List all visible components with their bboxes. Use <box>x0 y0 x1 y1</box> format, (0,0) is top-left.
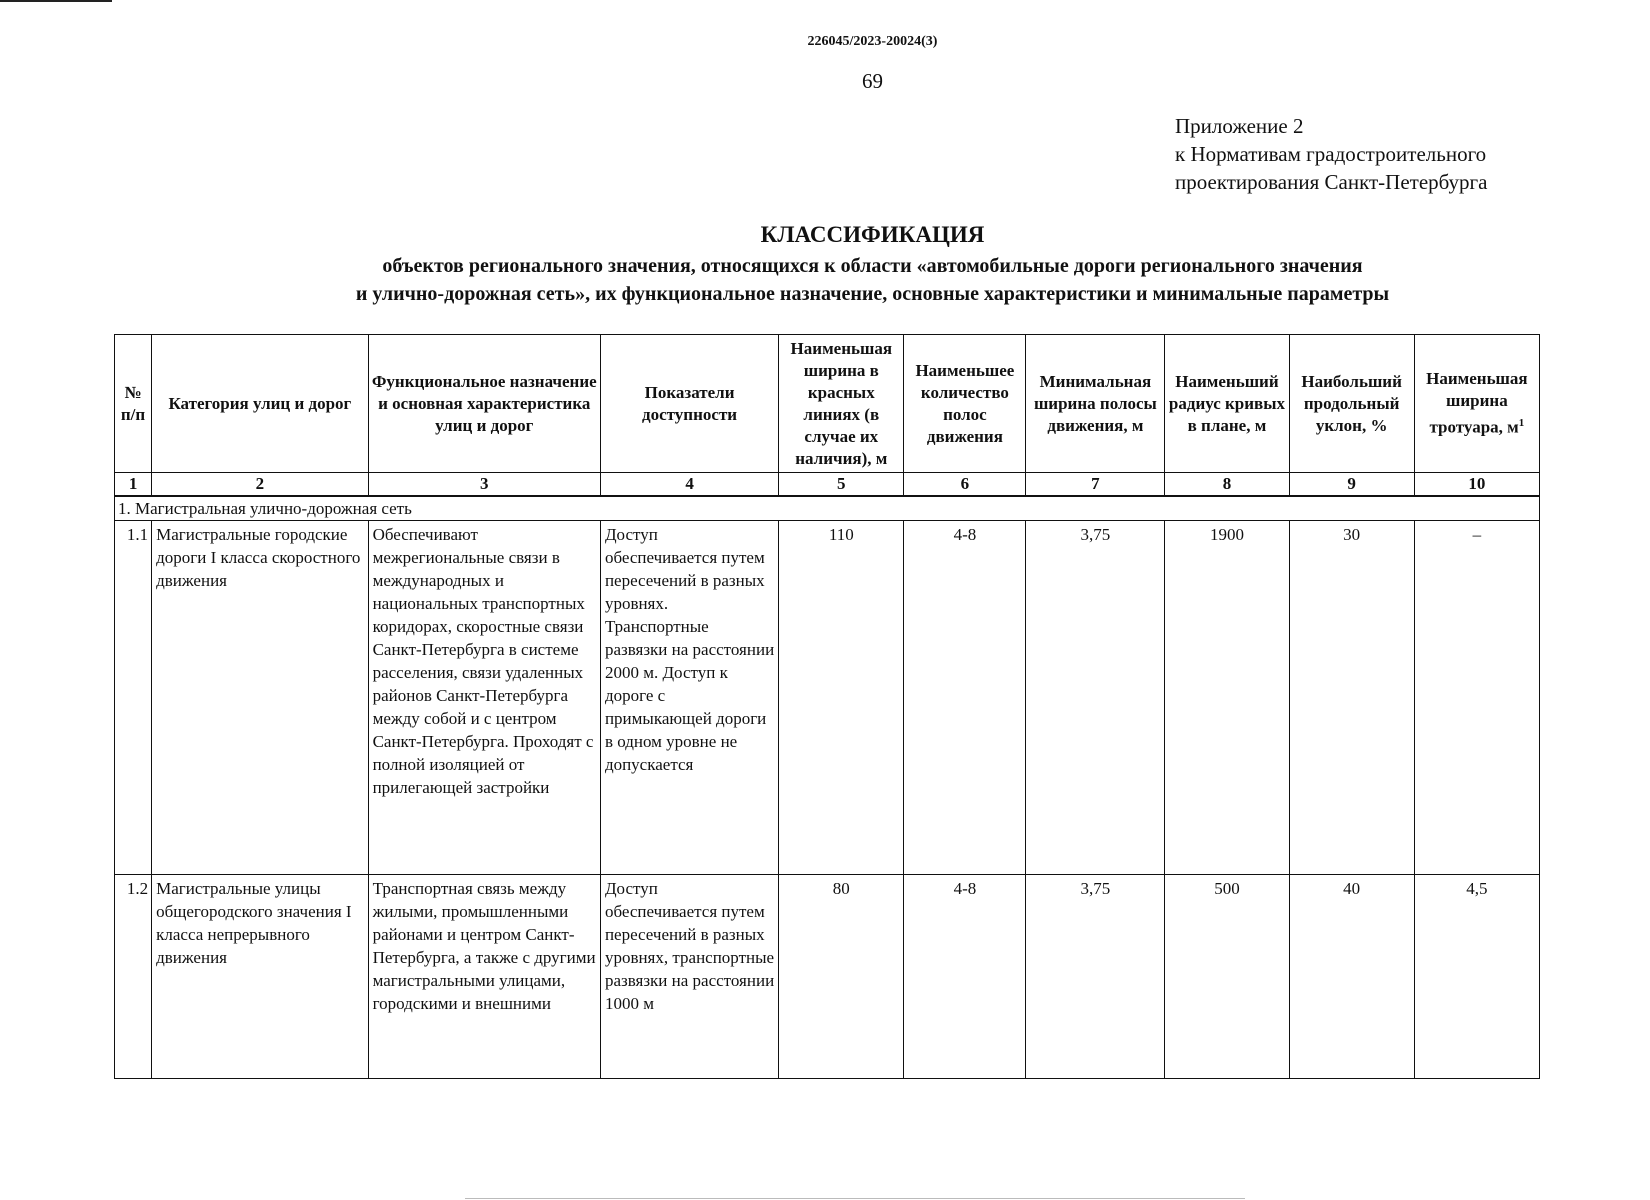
column-number: 9 <box>1289 473 1414 497</box>
sidewalk-cell: – <box>1414 521 1539 875</box>
document-title: КЛАССИФИКАЦИЯ <box>760 222 985 247</box>
scan-edge-mark <box>0 0 112 2</box>
column-number: 4 <box>600 473 778 497</box>
function-cell: Транспортная связь между жилыми, промышленными районами и центром Санкт-Петербурга, а также с другими магистральными улицами, городскими и внешними <box>368 875 600 1079</box>
classification-table <box>114 334 1540 1079</box>
access-cell: Доступ обеспечивается путем пересечений в разных уровнях, транспортные развязки на расстоянии 1000 м <box>600 875 778 1079</box>
header-cell: № п/п <box>115 335 152 473</box>
appendix-line: к Нормативам градостроительного <box>1175 142 1487 166</box>
header-cell: Наименьший радиус кривых в плане, м <box>1165 335 1289 473</box>
column-number: 6 <box>904 473 1026 497</box>
header-cell-text: Наименьшая ширина тротуара, м <box>1426 369 1528 437</box>
section-title: 1. Магистральная улично-дорожная сеть <box>115 496 1540 521</box>
footnote-mark: 1 <box>1518 417 1525 430</box>
category-cell: Магистральные улицы общегородского значения I класса непрерывного движения <box>152 875 368 1079</box>
appendix-line: проектирования Санкт-Петербурга <box>1175 170 1488 194</box>
radius-cell: 1900 <box>1165 521 1289 875</box>
row-number: 1.1 <box>115 521 152 875</box>
scan-edge-mark <box>465 1198 1245 1199</box>
column-number: 5 <box>779 473 904 497</box>
slope-cell: 30 <box>1289 521 1414 875</box>
header-cell <box>1414 335 1539 473</box>
radius-cell: 500 <box>1165 875 1289 1079</box>
sidewalk-cell: 4,5 <box>1414 875 1539 1079</box>
header-cell: Функциональное назначение и основная характеристика улиц и дорог <box>368 335 600 473</box>
header-cell: Наибольший продольный уклон, % <box>1289 335 1414 473</box>
red-line-width-cell: 80 <box>779 875 904 1079</box>
column-number-row <box>115 473 1540 497</box>
appendix-line: Приложение 2 <box>1175 114 1304 138</box>
header-cell: Наименьшая ширина в красных линиях (в случае их наличия), м <box>779 335 904 473</box>
function-cell: Обеспечивают межрегиональные связи в международных и национальных транспортных коридорах, скоростные связи Санкт-Петербурга в системе расселения, связи удаленных районов Санкт-Петербурга между собой и с центром Санкт-Петербурга. Проходят с полной изоляцией от прилегающей застройки <box>368 521 600 875</box>
slope-cell: 40 <box>1289 875 1414 1079</box>
column-number: 3 <box>368 473 600 497</box>
lanes-cell: 4-8 <box>904 875 1026 1079</box>
column-number: 7 <box>1026 473 1165 497</box>
lanes-cell: 4-8 <box>904 521 1026 875</box>
header-cell: Показатели доступности <box>600 335 778 473</box>
document-subtitle <box>240 252 1505 308</box>
table-header-row <box>115 335 1540 473</box>
table-row <box>115 875 1540 1079</box>
column-number: 2 <box>152 473 368 497</box>
red-line-width-cell: 110 <box>779 521 904 875</box>
section-row <box>115 496 1540 521</box>
lane-width-cell: 3,75 <box>1026 875 1165 1079</box>
header-cell: Минимальная ширина полосы движения, м <box>1026 335 1165 473</box>
column-number: 1 <box>115 473 152 497</box>
lane-width-cell: 3,75 <box>1026 521 1165 875</box>
access-cell: Доступ обеспечивается путем пересечений в разных уровнях. Транспортные развязки на расстоянии 2000 м. Доступ к дороге с примыкающей дороги в одном уровне не допускается <box>600 521 778 875</box>
table-row <box>115 521 1540 875</box>
column-number: 8 <box>1165 473 1289 497</box>
row-number: 1.2 <box>115 875 152 1079</box>
appendix-note <box>1175 112 1487 196</box>
header-cell: Категория улиц и дорог <box>152 335 368 473</box>
header-cell: Наименьшее количество полос движения <box>904 335 1026 473</box>
page-number: 69 <box>862 69 883 93</box>
subtitle-line: и улично-дорожная сеть», их функциональное назначение, основные характеристики и минимальные параметры <box>355 283 1390 305</box>
document-number: 226045/2023-20024(3) <box>807 34 938 49</box>
column-number: 10 <box>1414 473 1539 497</box>
category-cell: Магистральные городские дороги I класса скоростного движения <box>152 521 368 875</box>
subtitle-line: объектов регионального значения, относящихся к области «автомобильные дороги регионального значения <box>382 255 1363 277</box>
